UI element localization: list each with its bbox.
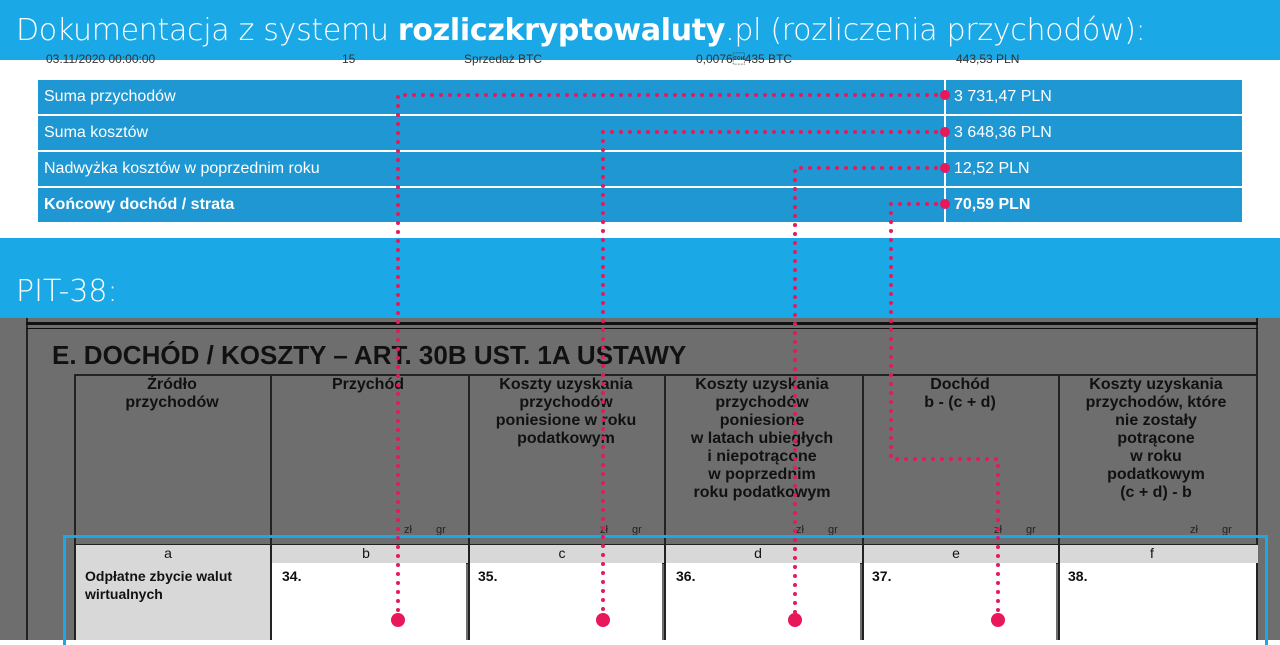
income-source-label: Odpłatne zbycie walut wirtualnych — [85, 568, 233, 602]
summary-label: Końcowy dochód / strata — [44, 196, 235, 213]
unit-gr: gr — [828, 524, 838, 536]
summary-value: 70,59 PLN — [954, 196, 1031, 213]
unit-gr: gr — [1026, 524, 1036, 536]
column-header-unused-costs: Koszty uzyskania przychodów, które nie zostały potrącone w roku podatkowym (c + d) - b — [1085, 376, 1227, 501]
summary-value: 3 648,36 PLN — [954, 124, 1052, 141]
connector-start-dot — [940, 90, 950, 100]
header-prefix: Dokumentacja z systemu — [16, 13, 398, 48]
column-letter-f: f — [1150, 545, 1154, 561]
field-number: 34. — [282, 568, 302, 584]
unit-zl: zł — [1190, 524, 1198, 536]
unit-gr: gr — [1222, 524, 1232, 536]
connector-costs — [603, 132, 945, 620]
connector-start-dot — [940, 163, 950, 173]
column-letter-e: e — [952, 545, 960, 561]
summary-label: Nadwyżka kosztów w poprzednim roku — [44, 160, 320, 177]
unit-zl: zł — [600, 524, 608, 536]
header-brand: rozliczkryptowaluty — [397, 13, 726, 48]
column-letter-c: c — [558, 545, 566, 561]
cut-pln: 443,53 PLN — [956, 52, 1020, 66]
connector-final-income — [891, 204, 998, 620]
header-suffix: (rozliczenia przychodów): — [761, 13, 1146, 48]
column-header-revenue: Przychód — [331, 376, 404, 393]
unit-gr: gr — [632, 524, 642, 536]
column-header-costs: Koszty uzyskania przychodów poniesione w roku podatkowym — [495, 376, 637, 447]
section-title: E. DOCHÓD / KOSZTY – ART. 30B UST. 1A USTAWY — [52, 340, 687, 370]
column-header-prior-costs: Koszty uzyskania przychodów poniesione w latach ubiegłych i niepotrącone w poprzednim roku podatkowym — [690, 376, 834, 501]
column-header-income: Dochód b - (c + d) — [924, 376, 996, 411]
field-number: 38. — [1068, 568, 1088, 584]
cut-type: Sprzedaż BTC — [464, 52, 543, 66]
column-letter-b: b — [362, 545, 370, 561]
cut-num: 15 — [342, 52, 356, 66]
field-number: 36. — [676, 568, 696, 584]
cut-amount: 0,0076435 BTC — [696, 52, 793, 66]
connector-prior-surplus — [795, 168, 945, 620]
field-number: 35. — [478, 568, 498, 584]
unit-zl: zł — [404, 524, 412, 536]
connector-start-dot — [940, 199, 950, 209]
summary-label: Suma kosztów — [44, 124, 149, 141]
summary-value: 3 731,47 PLN — [954, 88, 1052, 105]
column-header-source: Źródło przychodów — [125, 376, 219, 411]
connector-revenue — [398, 95, 945, 620]
header-brand-tld: .pl — [725, 13, 762, 48]
connector-end-dot — [596, 613, 610, 627]
connector-end-dot — [788, 613, 802, 627]
summary-value: 12,52 PLN — [954, 160, 1030, 177]
column-letter-a: a — [164, 545, 172, 561]
unit-zl: zł — [796, 524, 804, 536]
connector-end-dot — [391, 613, 405, 627]
cut-date: 03.11/2020 00:00:00 — [46, 52, 156, 66]
connector-end-dot — [991, 613, 1005, 627]
unit-zl: zł — [994, 524, 1002, 536]
column-letter-d: d — [754, 545, 762, 561]
field-number: 37. — [872, 568, 892, 584]
unit-gr: gr — [436, 524, 446, 536]
summary-label: Suma przychodów — [44, 88, 176, 105]
pit-label: PIT-38: — [16, 274, 118, 309]
connector-start-dot — [940, 127, 950, 137]
